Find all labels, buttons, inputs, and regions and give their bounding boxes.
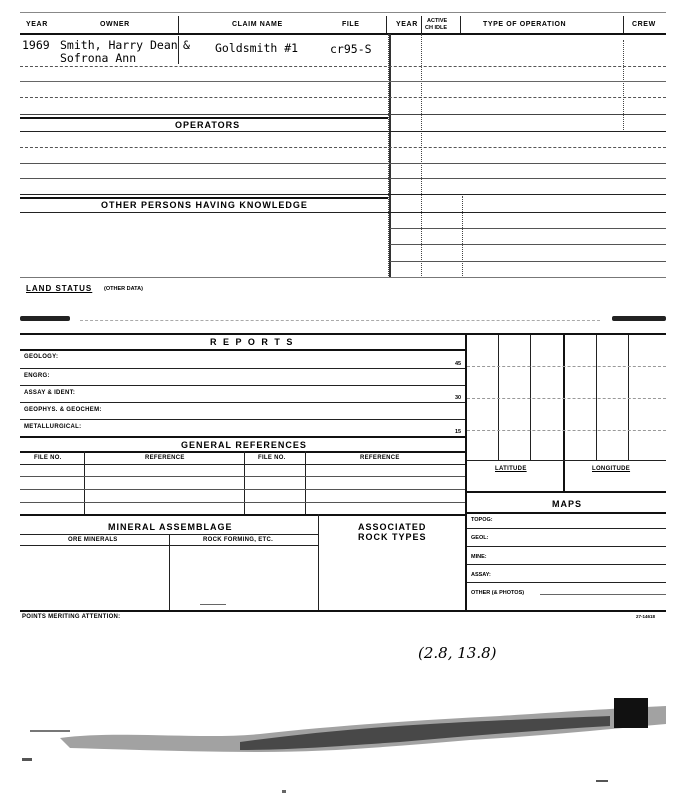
header-rule [20,33,666,35]
top-rule [20,12,666,13]
persons-row-3 [390,244,666,245]
land-status-heading: LAND STATUS [26,284,93,293]
report-row-4 [20,419,465,420]
operators-row-1 [20,131,666,132]
handwritten-coordinates: (2.8, 13.8) [418,644,497,662]
ref-row-3 [20,502,465,503]
maps-topog: TOPOG: [471,517,493,523]
right-panel-divider [465,333,467,611]
ref-col-1 [84,451,85,514]
entry-year: 1969 [22,38,50,52]
entry-owner-line2: Sofrona Ann [60,51,137,65]
operators-top-rule [20,117,388,119]
operators-row-5 [20,194,666,195]
stray-mark [200,604,226,605]
report-row-2 [20,385,465,386]
smudge-right [612,316,666,321]
crew-column-line [623,40,624,130]
ore-minerals-header: ORE MINERALS [68,537,118,543]
year-active-divider [421,16,422,33]
maps-other-line [540,594,666,595]
left-block-edge-solid [389,34,391,278]
latlong-grid-bottom [467,460,666,461]
points-meriting-attention: POINTS MERITING ATTENTION: [22,614,121,620]
maps-row-1 [467,528,666,529]
smudge-left [20,316,70,321]
mineral-assemblage-heading: MINERAL ASSEMBLAGE [108,522,233,532]
report-label-geophys: GEOPHYS. & GEOCHEM: [24,407,102,413]
ore-rock-divider [169,534,170,610]
ref-row-1 [20,476,465,477]
maps-other-photos: OTHER (& PHOTOS) [471,590,525,596]
owner-entry-divider [178,36,179,64]
report-num-geology: 45 [455,361,462,367]
entry-owner-line1: Smith, Harry Dean [60,38,178,52]
mineral-assoc-divider [318,514,319,610]
references-bottom-rule [20,514,465,516]
maps-assay: ASSAY: [471,572,491,578]
header-year: YEAR [26,21,48,28]
ref-col-3 [305,451,306,514]
active-type-divider [460,16,461,33]
latlong-grid-row-3 [467,430,666,431]
owner-row-3 [20,97,666,98]
maps-top-rule [467,491,666,493]
header-active-idle: CH IDLE [425,25,447,31]
scan-smudge [0,690,678,812]
longitude-label: LONGITUDE [592,466,631,472]
maps-heading: MAPS [552,499,583,509]
latlong-grid-row-2 [467,398,666,399]
ref-header-file-no-2: FILE NO. [258,455,286,461]
active-column-line [421,34,422,278]
general-references-heading: GENERAL REFERENCES [181,440,307,450]
header-year-2: YEAR [396,21,418,28]
header-crew: CREW [632,21,656,28]
type-column-line [462,196,463,278]
ref-header-reference-2: REFERENCE [360,455,400,461]
maps-header-rule [467,512,666,514]
header-claim-name: CLAIM NAME [232,21,283,28]
operators-row-3 [20,163,666,164]
other-persons-heading: OTHER PERSONS HAVING KNOWLEDGE [101,200,308,210]
header-type-of-operation: TYPE OF OPERATION [483,21,567,28]
land-status-line [80,320,600,321]
report-label-geology: GEOLOGY: [24,354,59,360]
report-row-3 [20,402,465,403]
operators-row-4 [20,178,666,179]
land-status-subheading: (OTHER DATA) [104,286,143,292]
persons-row-4 [390,261,666,262]
latlong-grid-row-1 [467,366,666,367]
associated-rock-types-1: ASSOCIATED [358,522,427,532]
entry-claim-name: Goldsmith #1 [215,41,299,55]
persons-top-rule [20,197,388,199]
persons-bottom-rule [20,277,666,278]
ref-col-2 [244,451,245,514]
maps-row-2 [467,546,666,547]
owner-row-4 [20,114,666,115]
report-num-assay: 30 [455,395,462,401]
entry-file: cr95-S [330,42,372,56]
report-num-metallurgical: 15 [455,429,462,435]
entry-ampersand: & [183,38,190,52]
reports-header-rule [20,349,465,351]
reports-bottom-rule [20,436,465,438]
ref-header-reference-1: REFERENCE [145,455,185,461]
owner-claim-divider [178,16,179,33]
ref-header-file-no-1: FILE NO. [34,455,62,461]
rock-forming-header: ROCK FORMING, ETC. [203,537,274,543]
header-active: ACTIVE [427,18,448,24]
maps-row-3 [467,564,666,565]
maps-mine: MINE: [471,554,487,560]
type-crew-divider [623,16,624,33]
form-number: 27-14618 [636,614,656,619]
maps-row-4 [467,582,666,583]
persons-row-2 [390,228,666,229]
ref-row-0 [20,464,465,465]
file-year-divider [386,16,387,33]
form-bottom-rule [20,610,666,612]
maps-geol: GEOL: [471,535,489,541]
lat-long-divider [563,335,565,491]
reports-heading: R E P O R T S [210,337,295,347]
report-label-engrg: ENGRG: [24,373,50,379]
reports-top-rule [20,333,666,335]
report-label-metallurgical: METALLURGICAL: [24,424,82,430]
owner-row-2 [20,81,666,82]
report-label-assay: ASSAY & IDENT: [24,390,76,396]
header-owner: OWNER [100,21,130,28]
latitude-label: LATITUDE [495,466,527,472]
report-row-1 [20,368,465,369]
ref-row-2 [20,489,465,490]
associated-rock-types-2: ROCK TYPES [358,532,427,542]
persons-row-1 [20,212,666,213]
owner-row-1 [20,66,666,67]
operators-heading: OPERATORS [175,120,241,130]
references-header-rule [20,451,465,453]
header-file: FILE [342,21,360,28]
operators-row-2 [20,147,666,148]
